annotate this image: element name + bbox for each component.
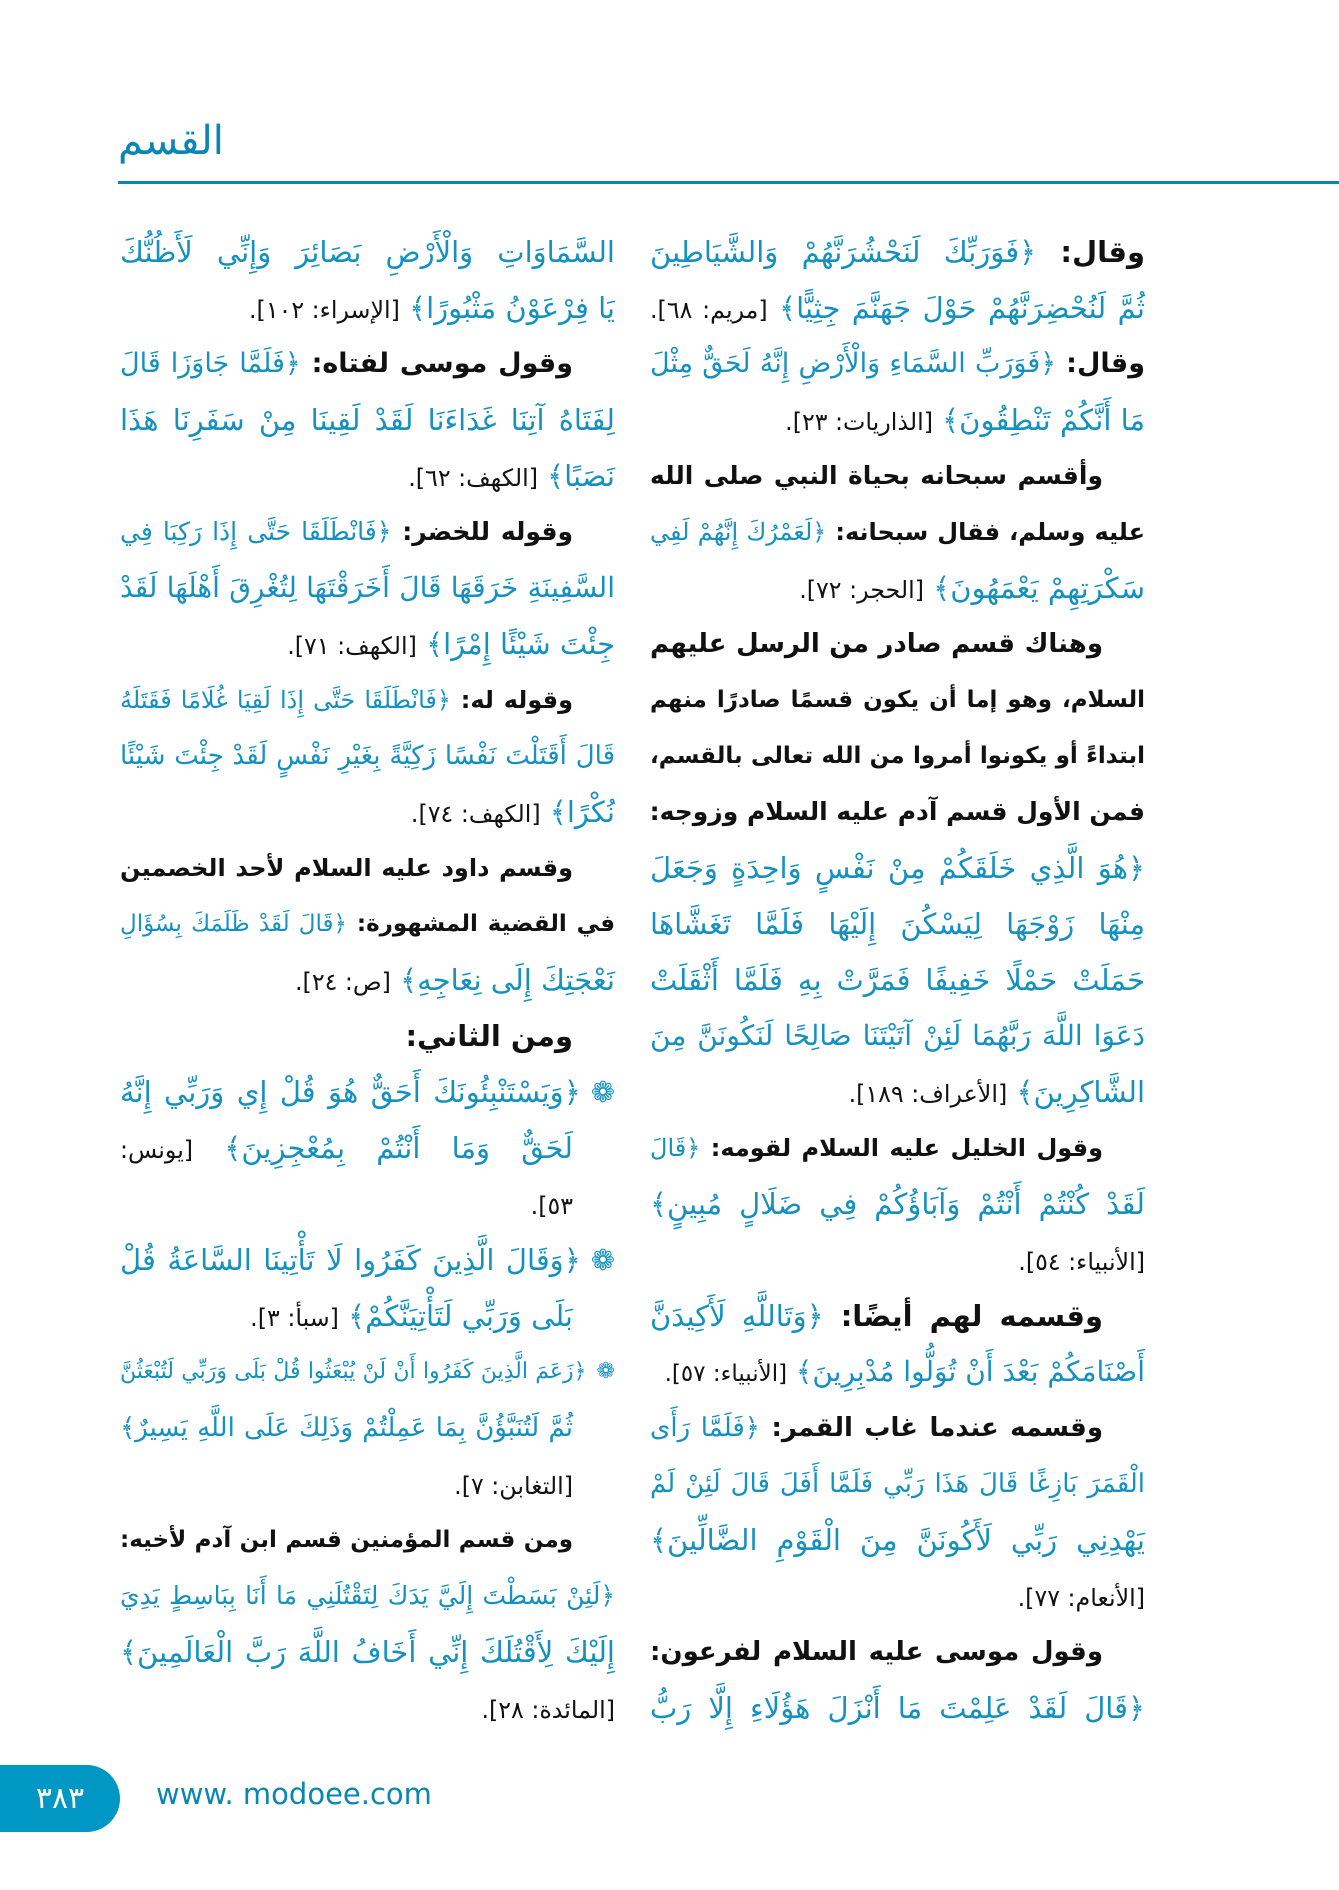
text-line bbox=[650, 1232, 1145, 1288]
body-text: وقوله للخضر: bbox=[391, 517, 573, 546]
text-line bbox=[650, 1400, 1145, 1456]
text-line bbox=[120, 1232, 615, 1288]
quran-verse-text: يَا فِرْعَوْنُ مَثْبُورًا﴾ bbox=[399, 291, 615, 325]
verse-reference: [الحجر: ٧٢]. bbox=[799, 576, 925, 604]
quran-verse-text: لِفَتَاهُ آتِنَا غَدَاءَنَا لَقَدْ لَقِينَا مِنْ سَفَرِنَا هَذَا bbox=[120, 403, 615, 437]
quran-verse-text: ﴿فَلَمَّا جَاوَزَا قَالَ bbox=[120, 348, 301, 379]
text-line bbox=[120, 504, 615, 560]
body-text: وقال: bbox=[1036, 235, 1146, 269]
quran-verse-text: ثُمَّ لَنُحْضِرَنَّهُمْ حَوْلَ جَهَنَّمَ جِثِيًّا﴾ bbox=[767, 291, 1145, 325]
page-number-badge: ٣٨٣ bbox=[0, 1765, 120, 1832]
quran-verse-text: ﴿وَيَسْتَنْبِئُونَكَ أَحَقٌّ هُوَ قُلْ إِي وَرَبِّي إِنَّهُ bbox=[120, 1075, 581, 1109]
quran-verse-text: مَا أَنَّكُمْ تَنْطِقُونَ﴾ bbox=[932, 403, 1145, 437]
text-line bbox=[120, 1512, 615, 1568]
quran-verse-text: لَحَقٌّ وَمَا أَنْتُمْ بِمُعْجِزِينَ﴾ bbox=[193, 1131, 573, 1165]
text-line bbox=[650, 560, 1145, 616]
text-line bbox=[650, 1512, 1145, 1568]
verse-reference: [مريم: ٦٨]. bbox=[650, 296, 768, 324]
text-line bbox=[120, 616, 615, 672]
body-text: السلام، وهو إما أن يكون قسمًا صادرًا منهم bbox=[650, 687, 1145, 713]
verse-reference: [الأنبياء: ٥٤]. bbox=[1018, 1248, 1145, 1276]
text-line bbox=[650, 1008, 1145, 1064]
text-line bbox=[120, 1344, 615, 1400]
verse-reference: [الكهف: ٧٤]. bbox=[410, 800, 541, 828]
text-line bbox=[120, 1064, 615, 1120]
quran-verse-text: ﴿قَالَ لَقَدْ ظَلَمَكَ بِسُؤَالِ bbox=[120, 911, 347, 937]
text-line bbox=[650, 1176, 1145, 1232]
text-line bbox=[120, 672, 615, 728]
right-text-column bbox=[650, 224, 1145, 1736]
verse-reference: [سبأ: ٣]. bbox=[250, 1304, 339, 1332]
text-line bbox=[650, 1120, 1145, 1176]
quran-verse-text: ﴿لَعَمْرُكَ إِنَّهُمْ لَفِي bbox=[650, 518, 827, 546]
quran-verse-text: ﴿زَعَمَ الَّذِينَ كَفَرُوا أَنْ لَنْ يُبْعَثُوا قُلْ بَلَى وَرَبِّي لَتُبْعَثُنَّ bbox=[120, 1359, 587, 1384]
text-line bbox=[120, 560, 615, 616]
text-line bbox=[120, 392, 615, 448]
text-line bbox=[650, 1624, 1145, 1680]
body-text: وقول الخليل عليه السلام لقومه: bbox=[700, 1134, 1103, 1162]
text-line bbox=[120, 224, 615, 280]
text-line bbox=[650, 784, 1145, 840]
text-line bbox=[120, 1176, 615, 1232]
text-line bbox=[650, 840, 1145, 896]
text-line bbox=[120, 1008, 615, 1064]
verse-reference: [الكهف: ٧١]. bbox=[287, 632, 417, 660]
text-line bbox=[650, 224, 1145, 280]
body-text: ابتداءً أو يكونوا أمروا من الله تعالى بالقسم، bbox=[650, 743, 1145, 769]
quran-verse-text: دَعَوَا اللَّهَ رَبَّهُمَا لَئِنْ آتَيْتَنَا صَالِحًا لَنَكُونَنَّ مِنَ bbox=[650, 1019, 1145, 1052]
text-line bbox=[650, 896, 1145, 952]
text-line bbox=[650, 1568, 1145, 1624]
quran-verse-text: ﴿فَانْطَلَقَا حَتَّى إِذَا لَقِيَا غُلَامًا فَقَتَلَهُ bbox=[120, 686, 451, 714]
left-text-column bbox=[120, 224, 615, 1736]
bullet-flower-icon: ❁ bbox=[596, 1359, 615, 1384]
text-line bbox=[650, 1288, 1145, 1344]
text-line bbox=[120, 1456, 615, 1512]
text-line bbox=[650, 728, 1145, 784]
body-text: وهناك قسم صادر من الرسل عليهم bbox=[650, 629, 1103, 659]
text-line bbox=[650, 448, 1145, 504]
text-line bbox=[120, 1288, 615, 1344]
body-text: عليه وسلم، فقال سبحانه: bbox=[826, 518, 1145, 546]
body-text: وقال: bbox=[1056, 348, 1145, 379]
quran-verse-text: حَمَلَتْ حَمْلًا خَفِيفًا فَمَرَّتْ بِهِ فَلَمَّا أَثْقَلَتْ bbox=[650, 963, 1145, 997]
quran-verse-text: ﴿قَالَ لَقَدْ عَلِمْتَ مَا أَنْزَلَ هَؤُلَاءِ إِلَّا رَبُّ bbox=[650, 1691, 1145, 1725]
body-text: وقسمه لهم أيضًا: bbox=[823, 1299, 1103, 1333]
quran-verse-text: ﴿قَالَ bbox=[650, 1134, 701, 1162]
body-text: وقول موسى عليه السلام لفرعون: bbox=[650, 1637, 1103, 1667]
text-line bbox=[650, 280, 1145, 336]
verse-reference: ٥٣]. bbox=[530, 1192, 573, 1220]
header-divider bbox=[118, 181, 1339, 184]
text-line bbox=[120, 784, 615, 840]
quran-verse-text: أَصْنَامَكُمْ بَعْدَ أَنْ تُوَلُّوا مُدْبِرِينَ﴾ bbox=[787, 1355, 1145, 1388]
quran-verse-text: إِلَيْكَ لِأَقْتُلَكَ إِنِّي أَخَافُ اللَّهَ رَبَّ الْعَالَمِينَ﴾ bbox=[120, 1635, 615, 1669]
bullet-flower-icon: ❁ bbox=[590, 1075, 615, 1109]
text-line bbox=[120, 336, 615, 392]
body-text: فمن الأول قسم آدم عليه السلام وزوجه: bbox=[649, 797, 1145, 826]
bullet-flower-icon: ❁ bbox=[590, 1243, 615, 1277]
text-line bbox=[650, 952, 1145, 1008]
quran-verse-text: ﴿فَوَرَبِّ السَّمَاءِ وَالْأَرْضِ إِنَّهُ لَحَقٌّ مِثْلَ bbox=[650, 348, 1057, 379]
text-line bbox=[120, 448, 615, 504]
text-line bbox=[650, 1344, 1145, 1400]
quran-verse-text: لَقَدْ كُنْتُمْ أَنْتُمْ وَآبَاؤُكُمْ فِي ضَلَالٍ مُبِينٍ﴾ bbox=[650, 1187, 1145, 1221]
text-line bbox=[120, 896, 615, 952]
quran-verse-text: الشَّاكِرِينَ﴾ bbox=[1007, 1075, 1145, 1109]
verse-reference: [يونس: bbox=[120, 1136, 194, 1164]
quran-verse-text: نَصَبًا﴾ bbox=[537, 459, 615, 493]
text-line bbox=[650, 336, 1145, 392]
body-text: وقسم داود عليه السلام لأحد الخصمين bbox=[120, 854, 573, 882]
text-line bbox=[650, 616, 1145, 672]
text-line bbox=[650, 1456, 1145, 1512]
verse-reference: [الأنعام: ٧٧]. bbox=[1017, 1584, 1145, 1612]
text-line bbox=[120, 1120, 615, 1176]
website-link[interactable]: www. modoee.com bbox=[156, 1777, 432, 1811]
text-line bbox=[120, 952, 615, 1008]
quran-verse-text: ﴿وَقَالَ الَّذِينَ كَفَرُوا لَا تَأْتِينَا السَّاعَةُ قُلْ bbox=[120, 1243, 581, 1277]
verse-reference: [الإسراء: ١٠٢]. bbox=[248, 296, 400, 324]
quran-verse-text: ﴿هُوَ الَّذِي خَلَقَكُمْ مِنْ نَفْسٍ وَاحِدَةٍ وَجَعَلَ bbox=[650, 851, 1145, 885]
quran-verse-text: نَعْجَتِكَ إِلَى نِعَاجِهِ﴾ bbox=[390, 963, 615, 997]
text-line bbox=[120, 1400, 615, 1456]
verse-reference: [الكهف: ٦٢]. bbox=[408, 464, 538, 492]
text-line bbox=[120, 728, 615, 784]
body-text: في القضية المشهورة: bbox=[346, 911, 616, 937]
quran-verse-text: ﴿وَتَاللَّهِ لَأَكِيدَنَّ bbox=[650, 1299, 824, 1333]
quran-verse-text: نُكْرًا﴾ bbox=[540, 795, 615, 829]
section-title: القسم bbox=[118, 118, 224, 164]
body-text: وقوله له: bbox=[450, 686, 574, 714]
body-text: ومن قسم المؤمنين قسم ابن آدم لأخيه: bbox=[120, 1527, 573, 1553]
verse-reference: [المائدة: ٢٨]. bbox=[481, 1696, 615, 1724]
quran-verse-text: ﴿فَلَمَّا رَأَى bbox=[650, 1413, 761, 1443]
quran-verse-text: السَّمَاوَاتِ وَالْأَرْضِ بَصَائِرَ وَإِنِّي لَأَظُنُّكَ bbox=[120, 235, 615, 269]
text-line bbox=[650, 1064, 1145, 1120]
body-text: وأقسم سبحانه بحياة النبي صلى الله bbox=[650, 461, 1103, 490]
verse-reference: [التغابن: ٧]. bbox=[454, 1472, 573, 1500]
text-line bbox=[120, 1624, 615, 1680]
quran-verse-text: يَهْدِنِي رَبِّي لَأَكُونَنَّ مِنَ الْقَوْمِ الضَّالِّينَ﴾ bbox=[650, 1523, 1145, 1557]
text-line bbox=[120, 280, 615, 336]
quran-verse-text: السَّفِينَةِ خَرَقَهَا قَالَ أَخَرَقْتَهَا لِتُغْرِقَ أَهْلَهَا لَقَدْ bbox=[120, 571, 615, 604]
quran-verse-text: ﴿فَوَرَبِّكَ لَنَحْشُرَنَّهُمْ وَالشَّيَاطِينَ bbox=[650, 235, 1037, 269]
verse-reference: [ص: ٢٤]. bbox=[295, 968, 391, 996]
verse-reference: [الأنبياء: ٥٧]. bbox=[664, 1361, 788, 1387]
text-line bbox=[120, 1680, 615, 1736]
text-line bbox=[650, 392, 1145, 448]
quran-verse-text: جِئْتَ شَيْئًا إِمْرًا﴾ bbox=[416, 627, 615, 661]
body-text: وقسمه عندما غاب القمر: bbox=[760, 1413, 1103, 1443]
verse-reference: [الأعراف: ١٨٩]. bbox=[848, 1080, 1008, 1108]
quran-verse-text: ثُمَّ لَتُنَبَّؤُنَّ بِمَا عَمِلْتُمْ وَذَلِكَ عَلَى اللَّهِ يَسِيرٌ﴾ bbox=[120, 1413, 573, 1443]
text-line bbox=[120, 1568, 615, 1624]
quran-verse-text: سَكْرَتِهِمْ يَعْمَهُونَ﴾ bbox=[924, 571, 1145, 605]
verse-reference: [الذاريات: ٢٣]. bbox=[785, 408, 933, 436]
quran-verse-text: مِنْهَا زَوْجَهَا لِيَسْكُنَ إِلَيْهَا فَلَمَّا تَغَشَّاهَا bbox=[650, 907, 1145, 941]
quran-verse-text: ﴿لَئِنْ بَسَطْتَ إِلَيَّ يَدَكَ لِتَقْتُلَنِي مَا أَنَا بِبَاسِطٍ يَدِيَ bbox=[120, 1581, 615, 1610]
body-text: وقول موسى لفتاه: bbox=[300, 348, 573, 379]
quran-verse-text: بَلَى وَرَبِّي لَتَأْتِيَنَّكُمْ﴾ bbox=[338, 1299, 573, 1333]
quran-verse-text: ﴿فَانْطَلَقَا حَتَّى إِذَا رَكِبَا فِي bbox=[120, 517, 392, 546]
quran-verse-text: قَالَ أَقَتَلْتَ نَفْسًا زَكِيَّةً بِغَيْرِ نَفْسٍ لَقَدْ جِئْتَ شَيْئًا bbox=[120, 741, 615, 771]
text-line bbox=[650, 504, 1145, 560]
text-line bbox=[650, 672, 1145, 728]
text-line bbox=[650, 1680, 1145, 1736]
body-text: ومن الثاني: bbox=[405, 1019, 573, 1053]
text-line bbox=[120, 840, 615, 896]
quran-verse-text: الْقَمَرَ بَازِغًا قَالَ هَذَا رَبِّي فَلَمَّا أَفَلَ قَالَ لَئِنْ لَمْ bbox=[650, 1469, 1145, 1499]
